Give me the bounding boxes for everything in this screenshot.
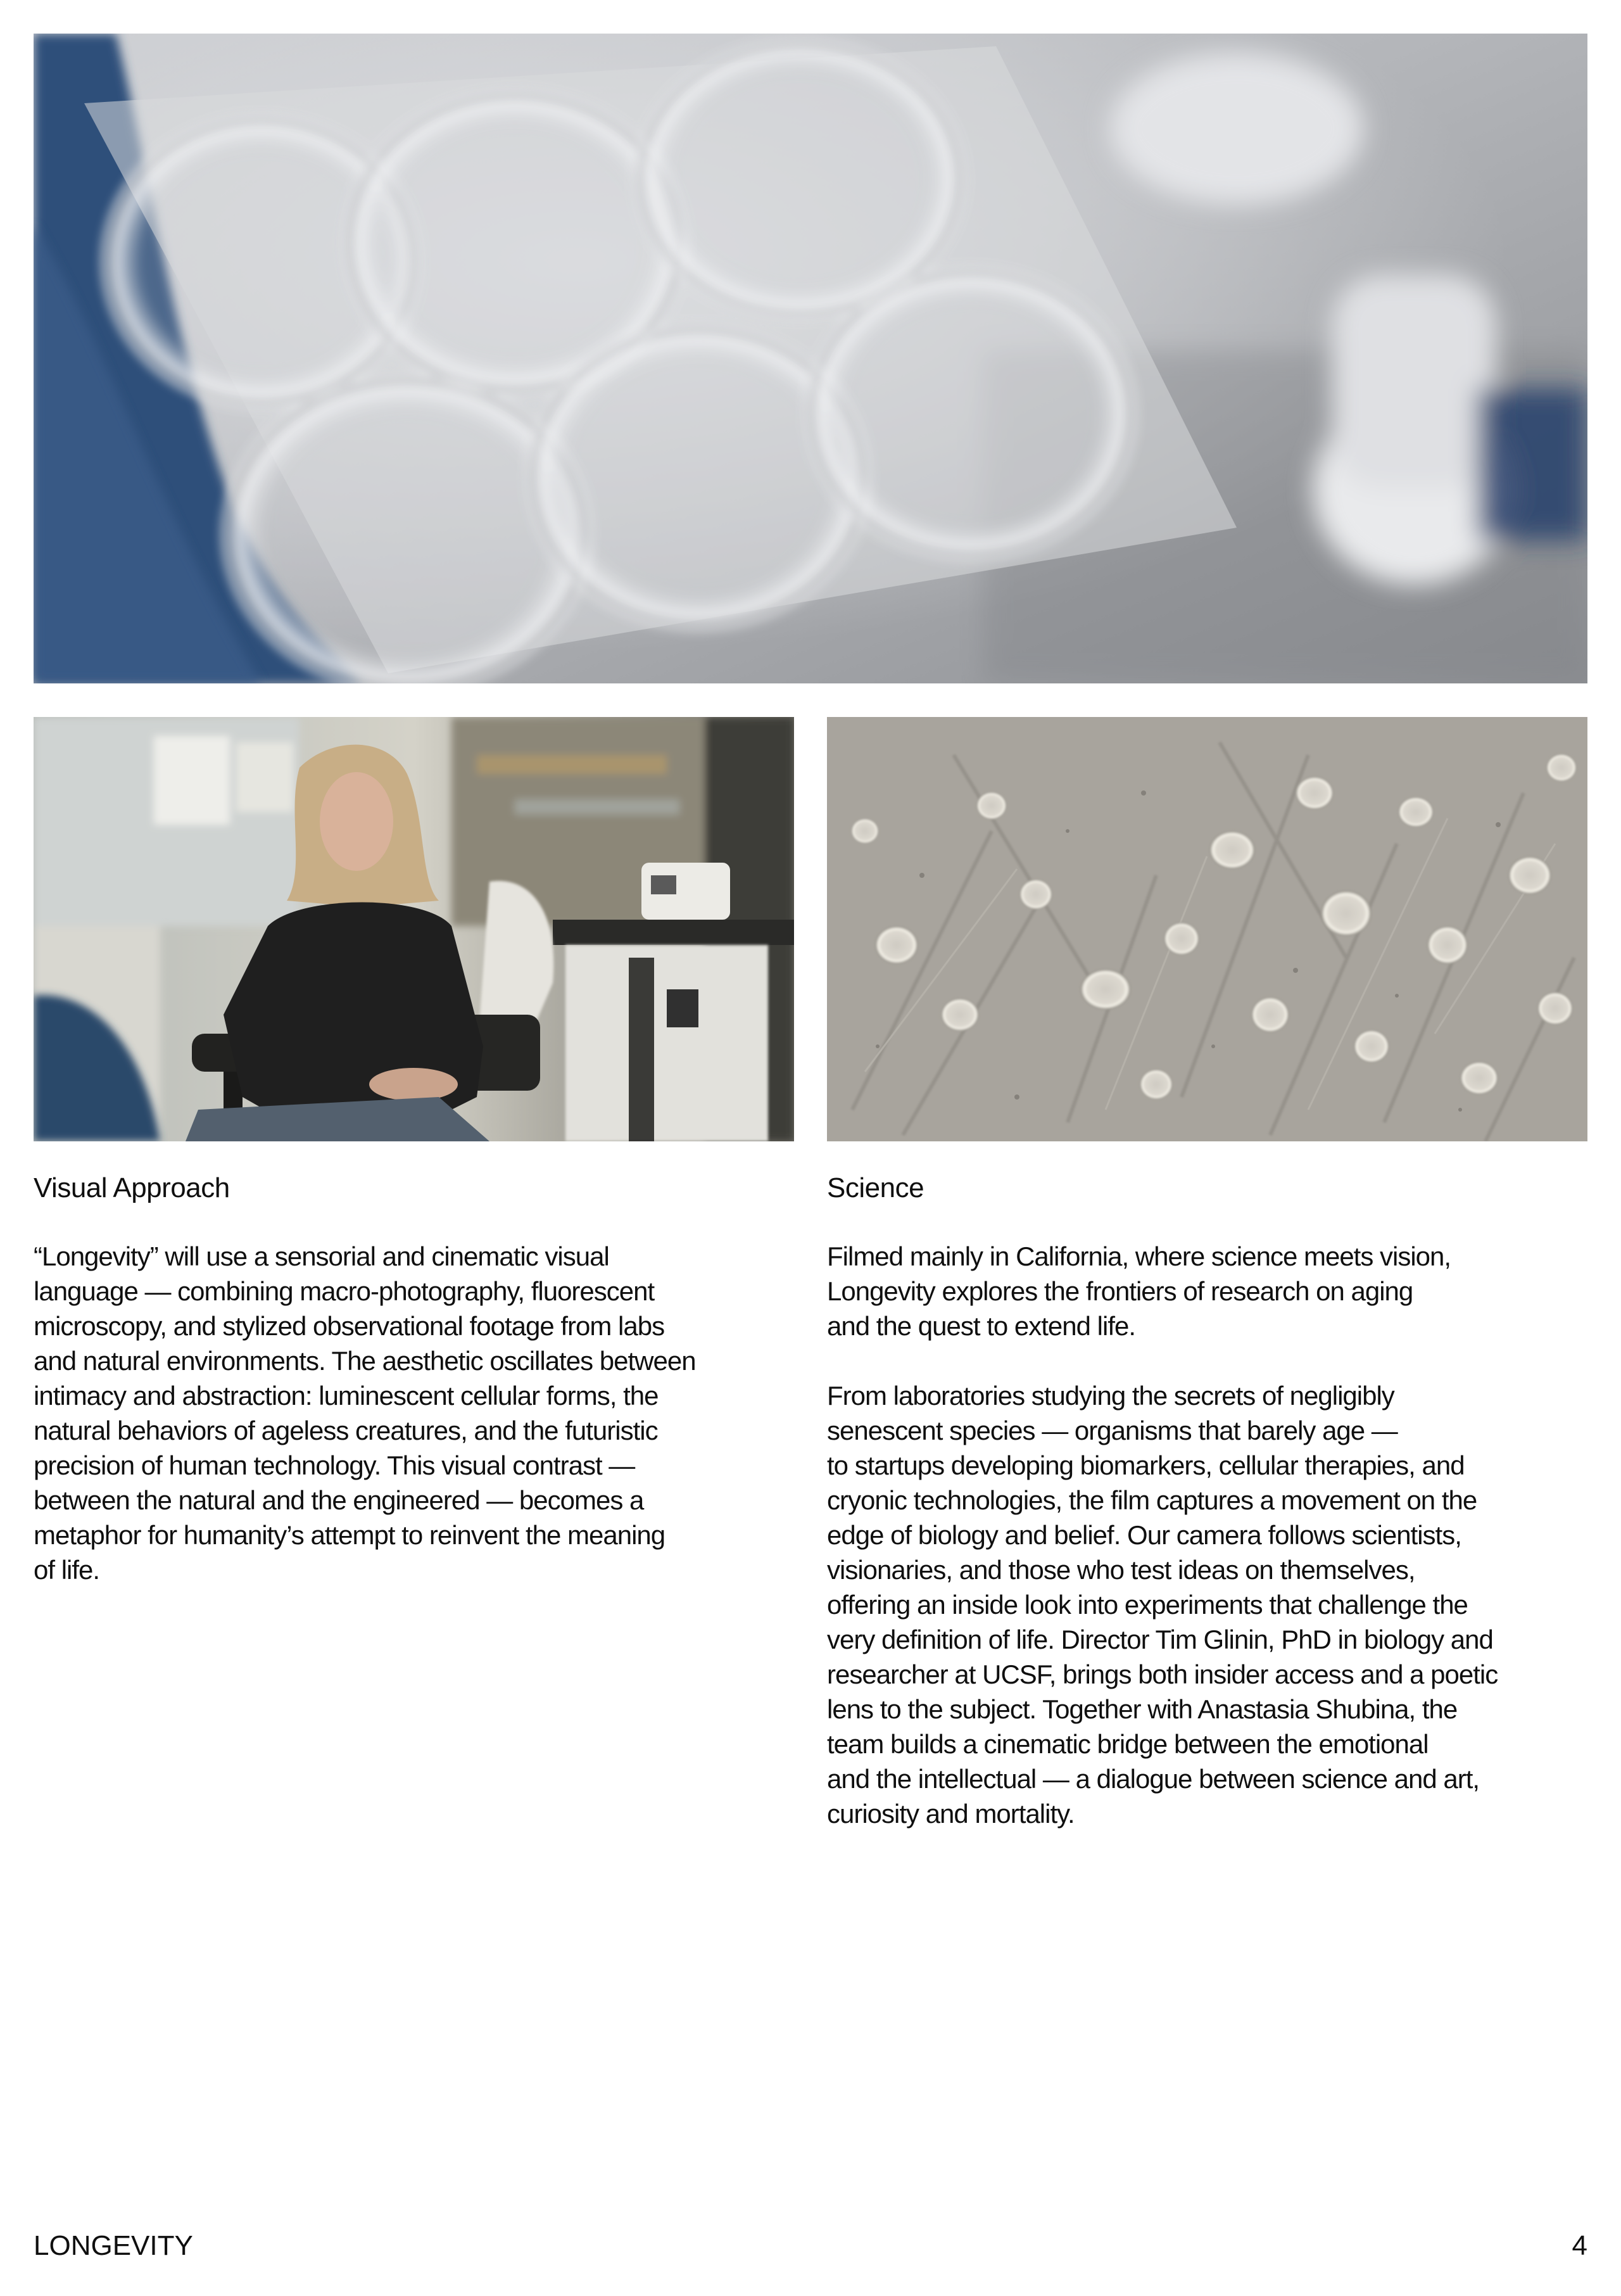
science-section: [827, 1170, 1587, 1831]
paragraph-line: and the intellectual — a dialogue between science and art,: [827, 1764, 1480, 1794]
paragraph-line: offering an inside look into experiments that challenge the: [827, 1590, 1468, 1620]
scientist-portrait-image: [34, 717, 794, 1141]
hero-lab-plate-image: [34, 34, 1587, 683]
cell-microscopy-image: [827, 717, 1587, 1141]
paragraph-line: of life.: [34, 1555, 100, 1585]
paragraph-line: team builds a cinematic bridge between the emotional: [827, 1729, 1429, 1759]
paragraph-line: natural behaviors of ageless creatures, and the futuristic: [34, 1416, 658, 1445]
science-heading: Science: [827, 1172, 924, 1203]
paragraph-line: Filmed mainly in California, where science meets vision,: [827, 1241, 1451, 1271]
science-paragraph-1: [827, 1239, 1587, 1343]
paragraph-line: From laboratories studying the secrets of negligibly: [827, 1381, 1394, 1411]
paragraph-line: between the natural and the engineered — becomes a: [34, 1485, 644, 1515]
paragraph-line: Longevity explores the frontiers of research on aging: [827, 1276, 1413, 1306]
paragraph-line: microscopy, and stylized observational footage from labs: [34, 1311, 665, 1341]
paragraph-line: visionaries, and those who test ideas on themselves,: [827, 1555, 1415, 1585]
paragraph-line: metaphor for humanity’s attempt to reinvent the meaning: [34, 1520, 665, 1550]
science-paragraph-2: [827, 1378, 1587, 1831]
paragraph-line: cryonic technologies, the film captures a movement on the: [827, 1485, 1477, 1515]
visual-approach-heading: Visual Approach: [34, 1172, 230, 1203]
paragraph-line: precision of human technology. This visual contrast —: [34, 1450, 635, 1480]
paragraph-line: “Longevity” will use a sensorial and cinematic visual: [34, 1241, 609, 1271]
paragraph-line: edge of biology and belief. Our camera follows scientists,: [827, 1520, 1461, 1550]
paragraph-line: researcher at UCSF, brings both insider access and a poetic: [827, 1659, 1498, 1689]
footer-page-number: 4: [1572, 2230, 1587, 2261]
paragraph-line: intimacy and abstraction: luminescent cellular forms, the: [34, 1381, 659, 1411]
paragraph-line: lens to the subject. Together with Anastasia Shubina, the: [827, 1694, 1458, 1724]
visual-approach-section: [34, 1170, 794, 1587]
footer-document-title: LONGEVITY: [34, 2230, 193, 2261]
paragraph-line: and the quest to extend life.: [827, 1311, 1136, 1341]
paragraph-line: language — combining macro-photography, fluorescent: [34, 1276, 655, 1306]
paragraph-line: senescent species — organisms that barely age —: [827, 1416, 1397, 1445]
paragraph-line: to startups developing biomarkers, cellular therapies, and: [827, 1450, 1465, 1480]
paragraph-line: curiosity and mortality.: [827, 1799, 1075, 1829]
visual-approach-paragraph: [34, 1239, 794, 1587]
paragraph-line: very definition of life. Director Tim Glinin, PhD in biology and: [827, 1625, 1493, 1654]
paragraph-line: and natural environments. The aesthetic oscillates between: [34, 1346, 696, 1376]
